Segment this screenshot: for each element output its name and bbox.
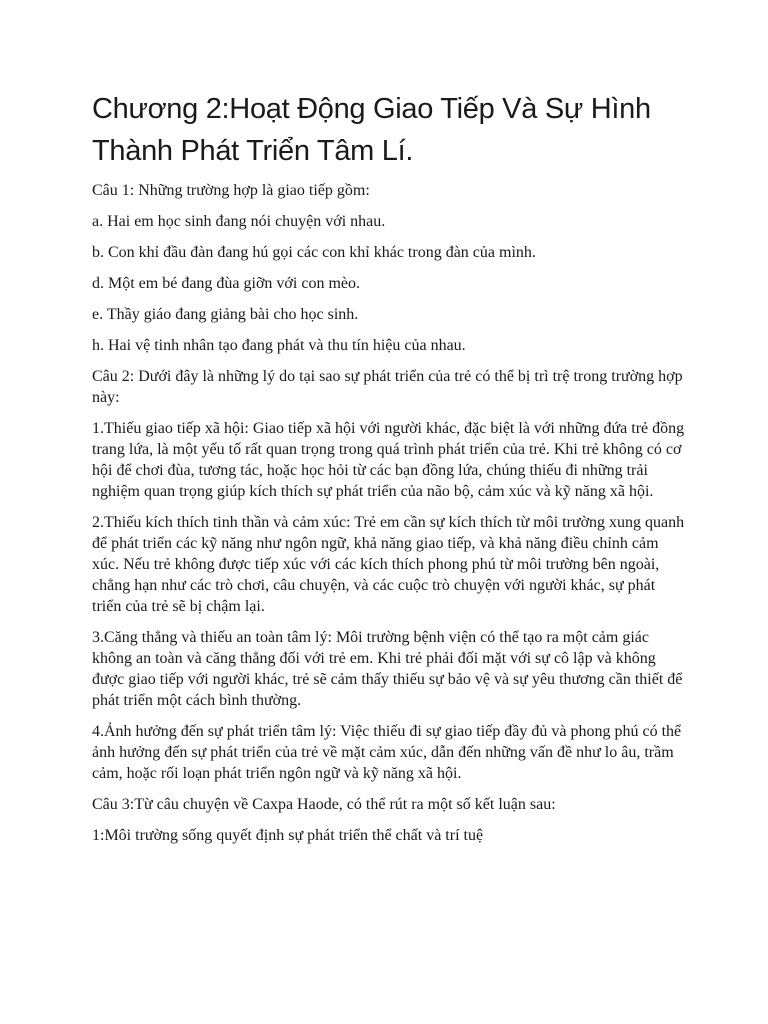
question-1-heading: Câu 1: Những trường hợp là giao tiếp gồm: <box>92 182 370 199</box>
answer-item-e: e. Thầy giáo đang giảng bài cho học sinh. <box>92 306 359 323</box>
reason-2-paragraph: 2.Thiếu kích thích tinh thần và cảm xúc: Trẻ em cần sự kích thích từ môi trường xung quanh để phát triển các kỹ năng như ngôn ngữ, khả năng giao tiếp, và khả năng điều chỉnh cảm xúc. Nếu trẻ không được tiếp xúc với các kích thích phong phú từ môi trường bên ngoài, chẳng hạn như các trò chơi, câu chuyện, và các cuộc trò chuyện với người khác, sự phát triển của trẻ sẽ bị chậm lại. <box>92 514 685 615</box>
answer-item-d: d. Một em bé đang đùa giỡn với con mèo. <box>92 275 360 292</box>
reason-3-paragraph: 3.Căng thẳng và thiếu an toàn tâm lý: Môi trường bệnh viện có thể tạo ra một cảm giác không an toàn và căng thẳng đối với trẻ em. Khi trẻ phải đối mặt với sự cô lập và không được giao tiếp với người khác, trẻ sẽ cảm thấy thiếu sự bảo vệ và sự yêu thương cần thiết để phát triển một cách bình thường. <box>92 629 683 709</box>
document-page <box>92 88 686 856</box>
question-3-heading: Câu 3:Từ câu chuyện về Caxpa Haode, có thể rút ra một số kết luận sau: <box>92 796 556 813</box>
answer-item-b: b. Con khỉ đầu đàn đang hú gọi các con khỉ khác trong đàn của mình. <box>92 244 536 261</box>
answer-item-a: a. Hai em học sinh đang nói chuyện với nhau. <box>92 213 386 230</box>
reason-1-paragraph: 1.Thiếu giao tiếp xã hội: Giao tiếp xã hội với người khác, đặc biệt là với những đứa trẻ đồng trang lứa, là một yếu tố rất quan trọng trong quá trình phát triển của trẻ. Khi trẻ không có cơ hội để chơi đùa, tương tác, hoặc học hỏi từ các bạn đồng lứa, chúng thiếu đi những trải nghiệm quan trọng giúp kích thích sự phát triển của não bộ, cảm xúc và kỹ năng xã hội. <box>92 420 685 500</box>
reason-4-paragraph: 4.Ảnh hưởng đến sự phát triển tâm lý: Việc thiếu đi sự giao tiếp đầy đủ và phong phú có thể ảnh hưởng đến sự phát triển của trẻ về mặt cảm xúc, dẫn đến những vấn đề như lo âu, trầm cảm, hoặc rối loạn phát triển ngôn ngữ và kỹ năng xã hội. <box>92 723 682 782</box>
question-2-heading: Câu 2: Dưới đây là những lý do tại sao sự phát triển của trẻ có thể bị trì trệ trong trường hợp này: <box>92 368 683 406</box>
conclusion-1-paragraph: 1:Môi trường sống quyết định sự phát triển thể chất và trí tuệ <box>92 827 484 844</box>
answer-item-h: h. Hai vệ tinh nhân tạo đang phát và thu tín hiệu của nhau. <box>92 337 466 354</box>
document-title: Chương 2:Hoạt Động Giao Tiếp Và Sự Hình Thành Phát Triển Tâm Lí. <box>92 93 651 167</box>
